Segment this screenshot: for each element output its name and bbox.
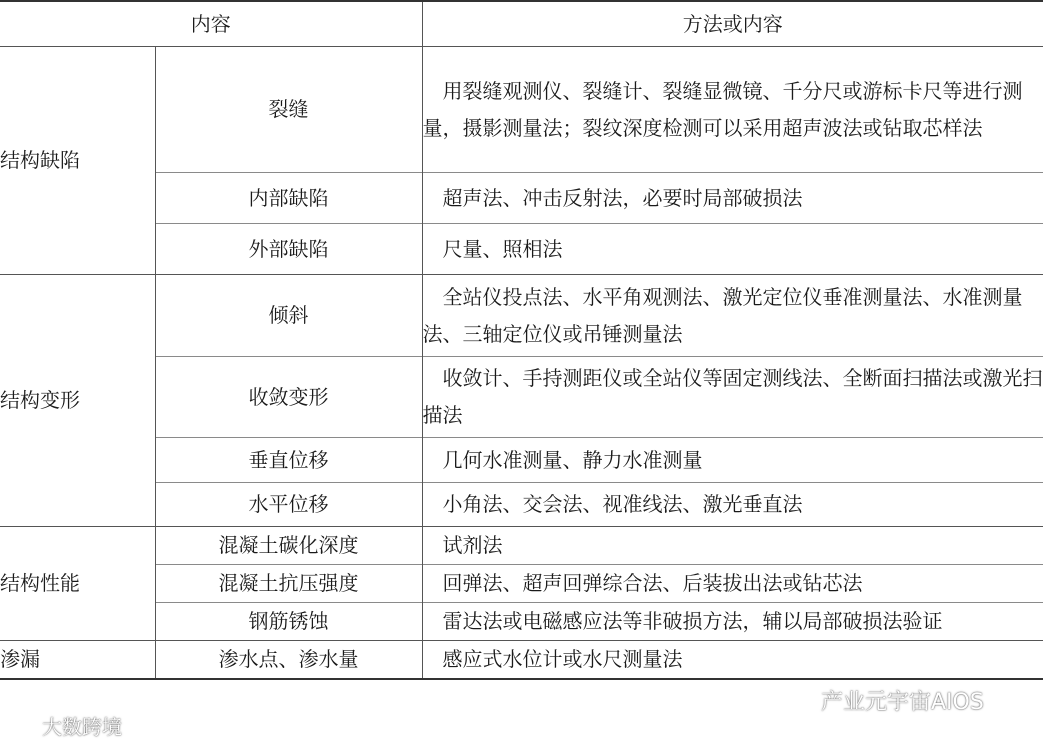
method-text: 用裂缝观测仪、裂缝计、裂缝显微镜、千分尺或游标卡尺等进行测量，摄影测量法；裂纹深度检测可以采用超声波法或钻取芯样法 bbox=[422, 78, 1023, 140]
table-row bbox=[0, 173, 1043, 224]
method-text: 小角法、交会法、视准线法、激光垂直法 bbox=[442, 492, 803, 516]
item-cell: 内部缺陷 bbox=[155, 173, 422, 224]
method-cell bbox=[422, 483, 1043, 527]
watermark-right-text: 产业元宇宙AIOS bbox=[821, 689, 984, 715]
table-row bbox=[0, 438, 1043, 483]
watermark-wechat bbox=[785, 683, 984, 717]
category-cell: 结构缺陷 bbox=[0, 47, 155, 275]
method-text: 收敛计、手持测距仪或全站仪等固定测线法、全断面扫描法或激光扫描法 bbox=[422, 366, 1043, 427]
item-cell: 混凝土碳化深度 bbox=[155, 527, 422, 565]
method-text: 超声法、冲击反射法，必要时局部破损法 bbox=[442, 185, 803, 210]
method-cell bbox=[422, 527, 1043, 565]
method-text: 几何水准测量、静力水准测量 bbox=[442, 447, 703, 472]
table-header-row bbox=[0, 1, 1043, 47]
method-cell bbox=[422, 357, 1043, 438]
item-cell: 裂缝 bbox=[155, 47, 422, 173]
item-cell: 混凝土抗压强度 bbox=[155, 565, 422, 603]
item-cell: 钢筋锈蚀 bbox=[155, 603, 422, 641]
category-cell: 结构性能 bbox=[0, 527, 155, 641]
method-text: 雷达法或电磁感应法等非破损方法，辅以局部破损法验证 bbox=[442, 609, 943, 633]
wechat-icon bbox=[785, 687, 815, 713]
watermark-left-text: 大数跨境 bbox=[42, 714, 122, 739]
method-text: 感应式水位计或水尺测量法 bbox=[442, 647, 683, 671]
category-cell: 渗漏 bbox=[0, 641, 155, 680]
table-row bbox=[0, 483, 1043, 527]
table-row bbox=[0, 565, 1043, 603]
method-cell bbox=[422, 47, 1043, 173]
table-row bbox=[0, 527, 1043, 565]
item-cell: 垂直位移 bbox=[155, 438, 422, 483]
method-cell bbox=[422, 438, 1043, 483]
method-cell bbox=[422, 641, 1043, 680]
method-cell bbox=[422, 224, 1043, 275]
category-cell: 结构变形 bbox=[0, 275, 155, 527]
table-row bbox=[0, 275, 1043, 357]
table-row bbox=[0, 47, 1043, 173]
method-text: 回弹法、超声回弹综合法、后装拔出法或钻芯法 bbox=[442, 571, 863, 595]
item-cell: 外部缺陷 bbox=[155, 224, 422, 275]
header-method: 方法或内容 bbox=[422, 1, 1043, 47]
item-cell: 渗水点、渗水量 bbox=[155, 641, 422, 680]
method-text: 尺量、照相法 bbox=[442, 236, 563, 261]
method-cell bbox=[422, 173, 1043, 224]
item-cell: 倾斜 bbox=[155, 275, 422, 357]
item-cell: 水平位移 bbox=[155, 483, 422, 527]
table-row bbox=[0, 224, 1043, 275]
table-row bbox=[0, 603, 1043, 641]
weibo-icon bbox=[4, 714, 38, 736]
item-cell: 收敛变形 bbox=[155, 357, 422, 438]
table-row bbox=[0, 357, 1043, 438]
method-text: 全站仪投点法、水平角观测法、激光定位仪垂准测量法、水准测量法、三轴定位仪或吊锤测量法 bbox=[422, 284, 1023, 346]
watermark-weibo bbox=[4, 709, 122, 741]
table-row bbox=[0, 641, 1043, 680]
method-cell bbox=[422, 603, 1043, 641]
header-content: 内容 bbox=[0, 1, 422, 47]
method-text: 试剂法 bbox=[442, 533, 503, 557]
method-cell bbox=[422, 565, 1043, 603]
method-cell bbox=[422, 275, 1043, 357]
